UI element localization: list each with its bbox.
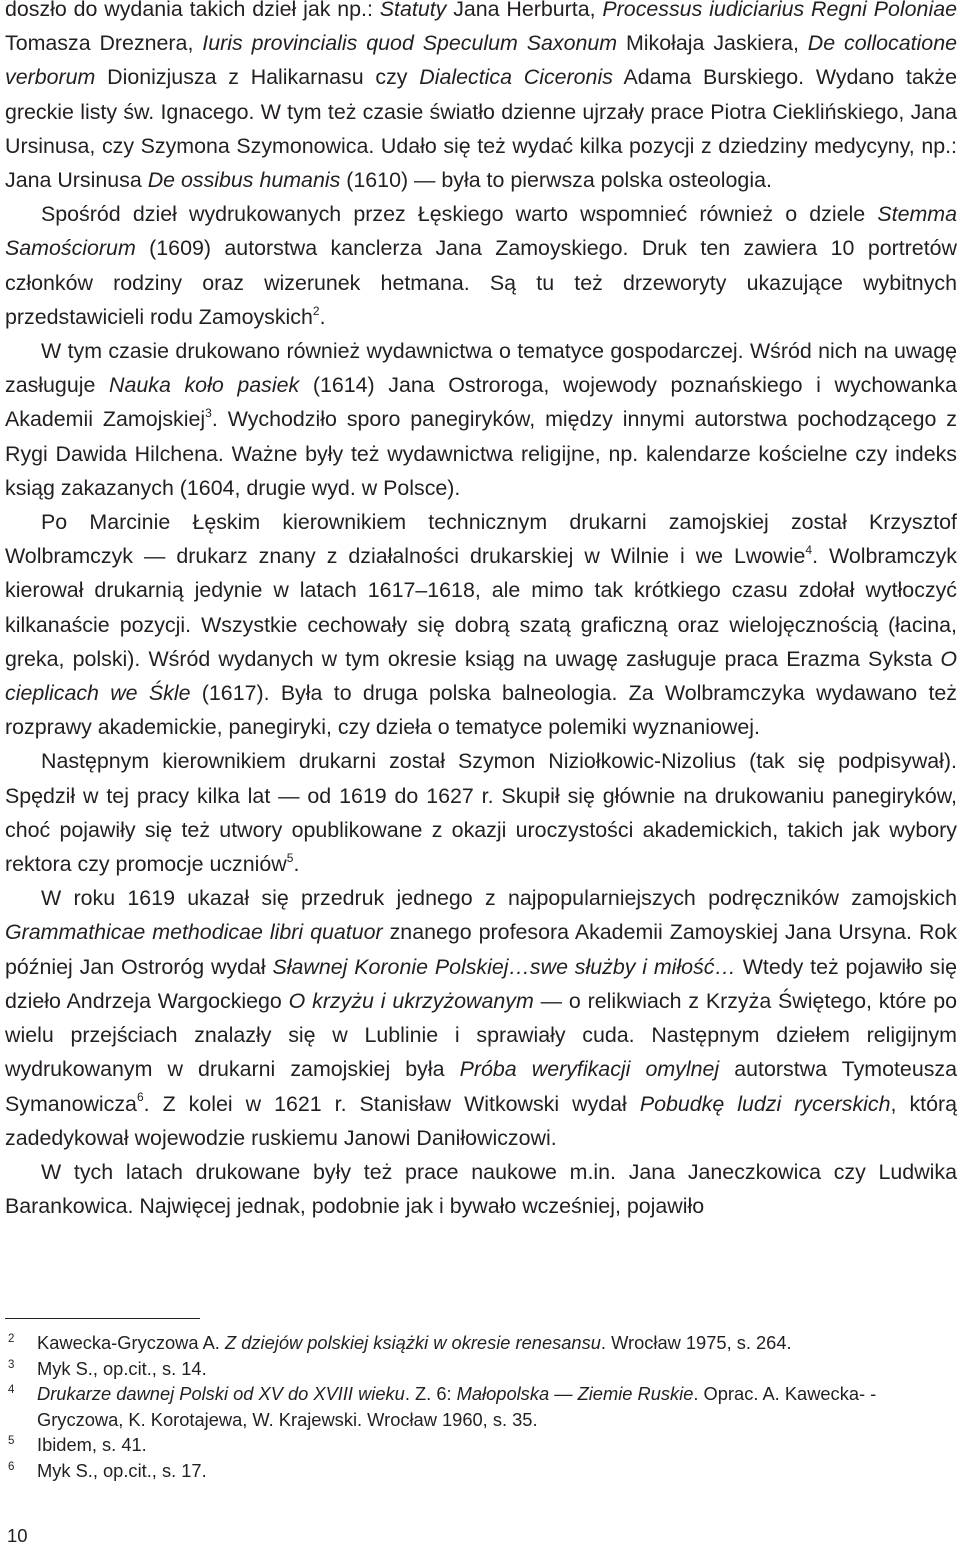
italic-title: Drukarze dawnej Polski od XV do XVIII wieku [37, 1383, 405, 1404]
italic-title: Grammathicae methodicae libri quatuor [5, 920, 383, 945]
footnote-6 [5, 1458, 957, 1484]
italic-title: Małopolska — Ziemie Ruskie [456, 1383, 694, 1404]
paragraph-2: Spośród dzieł wydrukowanych przez Łęskiego warto wspomnieć również o dziele Stemma Samościorum (1609) autorstwa kanclerza Jana Zamoyskiego. Druk ten zawiera 10 portretów członków rodziny oraz wizerunek hetmana. Są tu też drzeworyty ukazujące wybitnych przedstawicieli rodu Zamoyskich$^2$. [5, 202, 957, 329]
italic-title: Iuris provincialis quod Speculum Saxonum [202, 31, 618, 56]
footnote-number: 2 [8, 1333, 15, 1345]
footnote-number: 4 [8, 1384, 15, 1396]
paragraph-1: doszło do wydania takich dzieł jak np.: Statuty Jana Herburta, Processus iudiciarius Regni Poloniae Tomasza Dreznera, Iuris provincialis quod Speculum Saxonum Mikołaja Jaskiera, De collocatione verborum Dionizjusza z Halikarnasu czy Dialectica Ciceronis Adama Burskiego. Wydano także greckie listy św. Ignacego. W tym też czasie światło dzienne ujrzały prace Piotra Cieklińskiego, Jana Ursinusa, czy Szymona Szymonowica. Udało się też wydać kilka pozycji z dziedziny medycyny, np.: Jana Ursinusa De ossibus humanis (1610) — była to pierwsza polska osteologia. [5, 0, 957, 197]
footnote-ref: 3 [205, 406, 212, 421]
footnote-number: 6 [8, 1460, 15, 1473]
footnote-ref: 2 [312, 303, 320, 318]
footnote-number: 3 [8, 1358, 15, 1371]
italic-title: Próba weryfikacji omylnej [459, 1057, 720, 1082]
footnote-divider [5, 1318, 200, 1319]
footnote-text: Drukarze dawnej Polski od XV do XVIII wieku. Z. 6: Małopolska — Ziemie Ruskie. Oprac. A. Kawecka- -Gryczowa, K. Korotajewa, W. Krajewski. Wrocław 1960, s. 35. [37, 1383, 877, 1430]
paragraph-5: Następnym kierownikiem drukarni został Szymon Niziołkowic-Nizolius (tak się podpisywał). Spędził w tej pracy kilka lat — od 1619 do 1627 r. Skupił się głównie na drukowaniu panegiryków, choć pojawiły się też utwory opublikowane z okazji uroczystości akademickich, takich jak wybory rektora czy promocje uczniów$^5$. [5, 749, 957, 877]
footnote-text: Myk S., op.cit., s. 17. [37, 1459, 207, 1481]
footnote-text: Kawecka-Gryczowa A. Z dziejów polskiej książki w okresie renesansu. Wrocław 1975, s. 264. [37, 1332, 792, 1353]
italic-title: O cieplicach we Śkle [5, 646, 957, 706]
paragraph-7: W tych latach drukowane były też prace naukowe m.in. Jana Janeczkowica czy Ludwika Barankowica. Najwięcej jednak, podobnie jak i bywało wcześniej, pojawiło [5, 1159, 957, 1219]
footnote-ref: 4 [805, 543, 813, 558]
paragraph-6: W roku 1619 ukazał się przedruk jednego z najpopularniejszych podręczników zamojskich Grammathicae methodicae libri quatuor znanego profesora Akademii Zamoyskiej Jana Ursyna. Rok później Jan Ostroróg wydał Sławnej Koronie Polskiej…swe służby i miłość… Wtedy też pojawiło się dzieło Andrzeja Wargockiego O krzyżu i ukrzyżowanym — o relikwiach z Krzyża Świętego, które po wielu przejściach znalazły się w Lublinie i sprawiały cuda. Następnym dziełem religijnym wydrukowanym w drukarni zamojskiej była Próba weryfikacji omylnej autorstwa Tymoteusza Symanowicza$^6$. Z kolei w 1621 r. Stanisław Witkowski wydał Pobudkę ludzi rycerskich, którą zadedykował wojewodzie ruskiemu Janowi Daniłowiczowi. [5, 886, 958, 1150]
paragraph-4: Po Marcinie Łęskim kierownikiem technicznym drukarni zamojskiej został Krzysztof Wolbramczyk — drukarz znany z działalności drukarskiej w Wilnie i we Lwowie$^4$. Wolbramczyk kierował drukarnią jedynie w latach 1617–1618, ale mimo tak krótkiego czasu zdołał wytłoczyć kilkanaście pozycji. Wszystkie cechowały się dobrą szatą graficzną oraz wielojęcznością (łacina, greka, polski). Wśród wydanych w tym okresie ksiąg na uwagę zasługuje praca Erazma Syksta O cieplicach we Śkle (1617). Była to druga polska balneologia. Za Wolbramczyka wydawano też rozprawy akademickie, panegiryki, czy dzieła o tematyce polemiki wyznaniowej. [5, 510, 957, 740]
footnote-3 [5, 1356, 957, 1382]
italic-title: De ossibus humanis [147, 168, 341, 193]
italic-title: Dialectica Ciceronis [419, 65, 613, 90]
italic-title: Stemma Samościorum [5, 202, 957, 261]
italic-title: Sławnej Koronie Polskiej…swe służby i miłość… [272, 954, 736, 979]
main-text [5, 0, 957, 1223]
italic-title: Pobudkę ludzi rycerskich [639, 1091, 891, 1116]
italic-title: O krzyżu i ukrzyżowanym [288, 988, 534, 1013]
footnote-4 [5, 1381, 957, 1432]
italic-title: De collocatione verborum [5, 31, 957, 90]
footnote-number: 5 [8, 1435, 15, 1447]
page-number: 10 [7, 1525, 28, 1546]
document-page [5, 0, 958, 1546]
footnote-5 [5, 1432, 957, 1458]
footnote-2 [5, 1330, 957, 1356]
footnotes [5, 1330, 957, 1483]
italic-title: Z dziejów polskiej książki w okresie renesansu [224, 1332, 601, 1353]
italic-title: Processus iudiciarius Regni Poloniae [602, 0, 957, 21]
paragraph-3: W tym czasie drukowano również wydawnictwa o tematyce gospodarczej. Wśród nich na uwagę zasługuje Nauka koło pasiek (1614) Jana Ostroroga, wojewody poznańskiego i wychowanka Akademii Zamojskiej$^3$. Wychodziło sporo panegiryków, między innymi autorstwa pochodzącego z Rygi Dawida Hilchena. Ważne były też wydawnictwa religijne, np. kalendarze kościelne czy indeks ksiąg zakazanych (1604, drugie wyd. w Polsce). [5, 339, 958, 500]
italic-title: Nauka koło pasiek [109, 373, 300, 398]
footnote-ref: 5 [286, 850, 294, 865]
footnote-ref: 6 [136, 1090, 144, 1105]
italic-title: Statuty [379, 0, 447, 21]
footnote-text: Myk S., op.cit., s. 14. [37, 1357, 207, 1379]
footnote-text: Ibidem, s. 41. [37, 1434, 147, 1455]
